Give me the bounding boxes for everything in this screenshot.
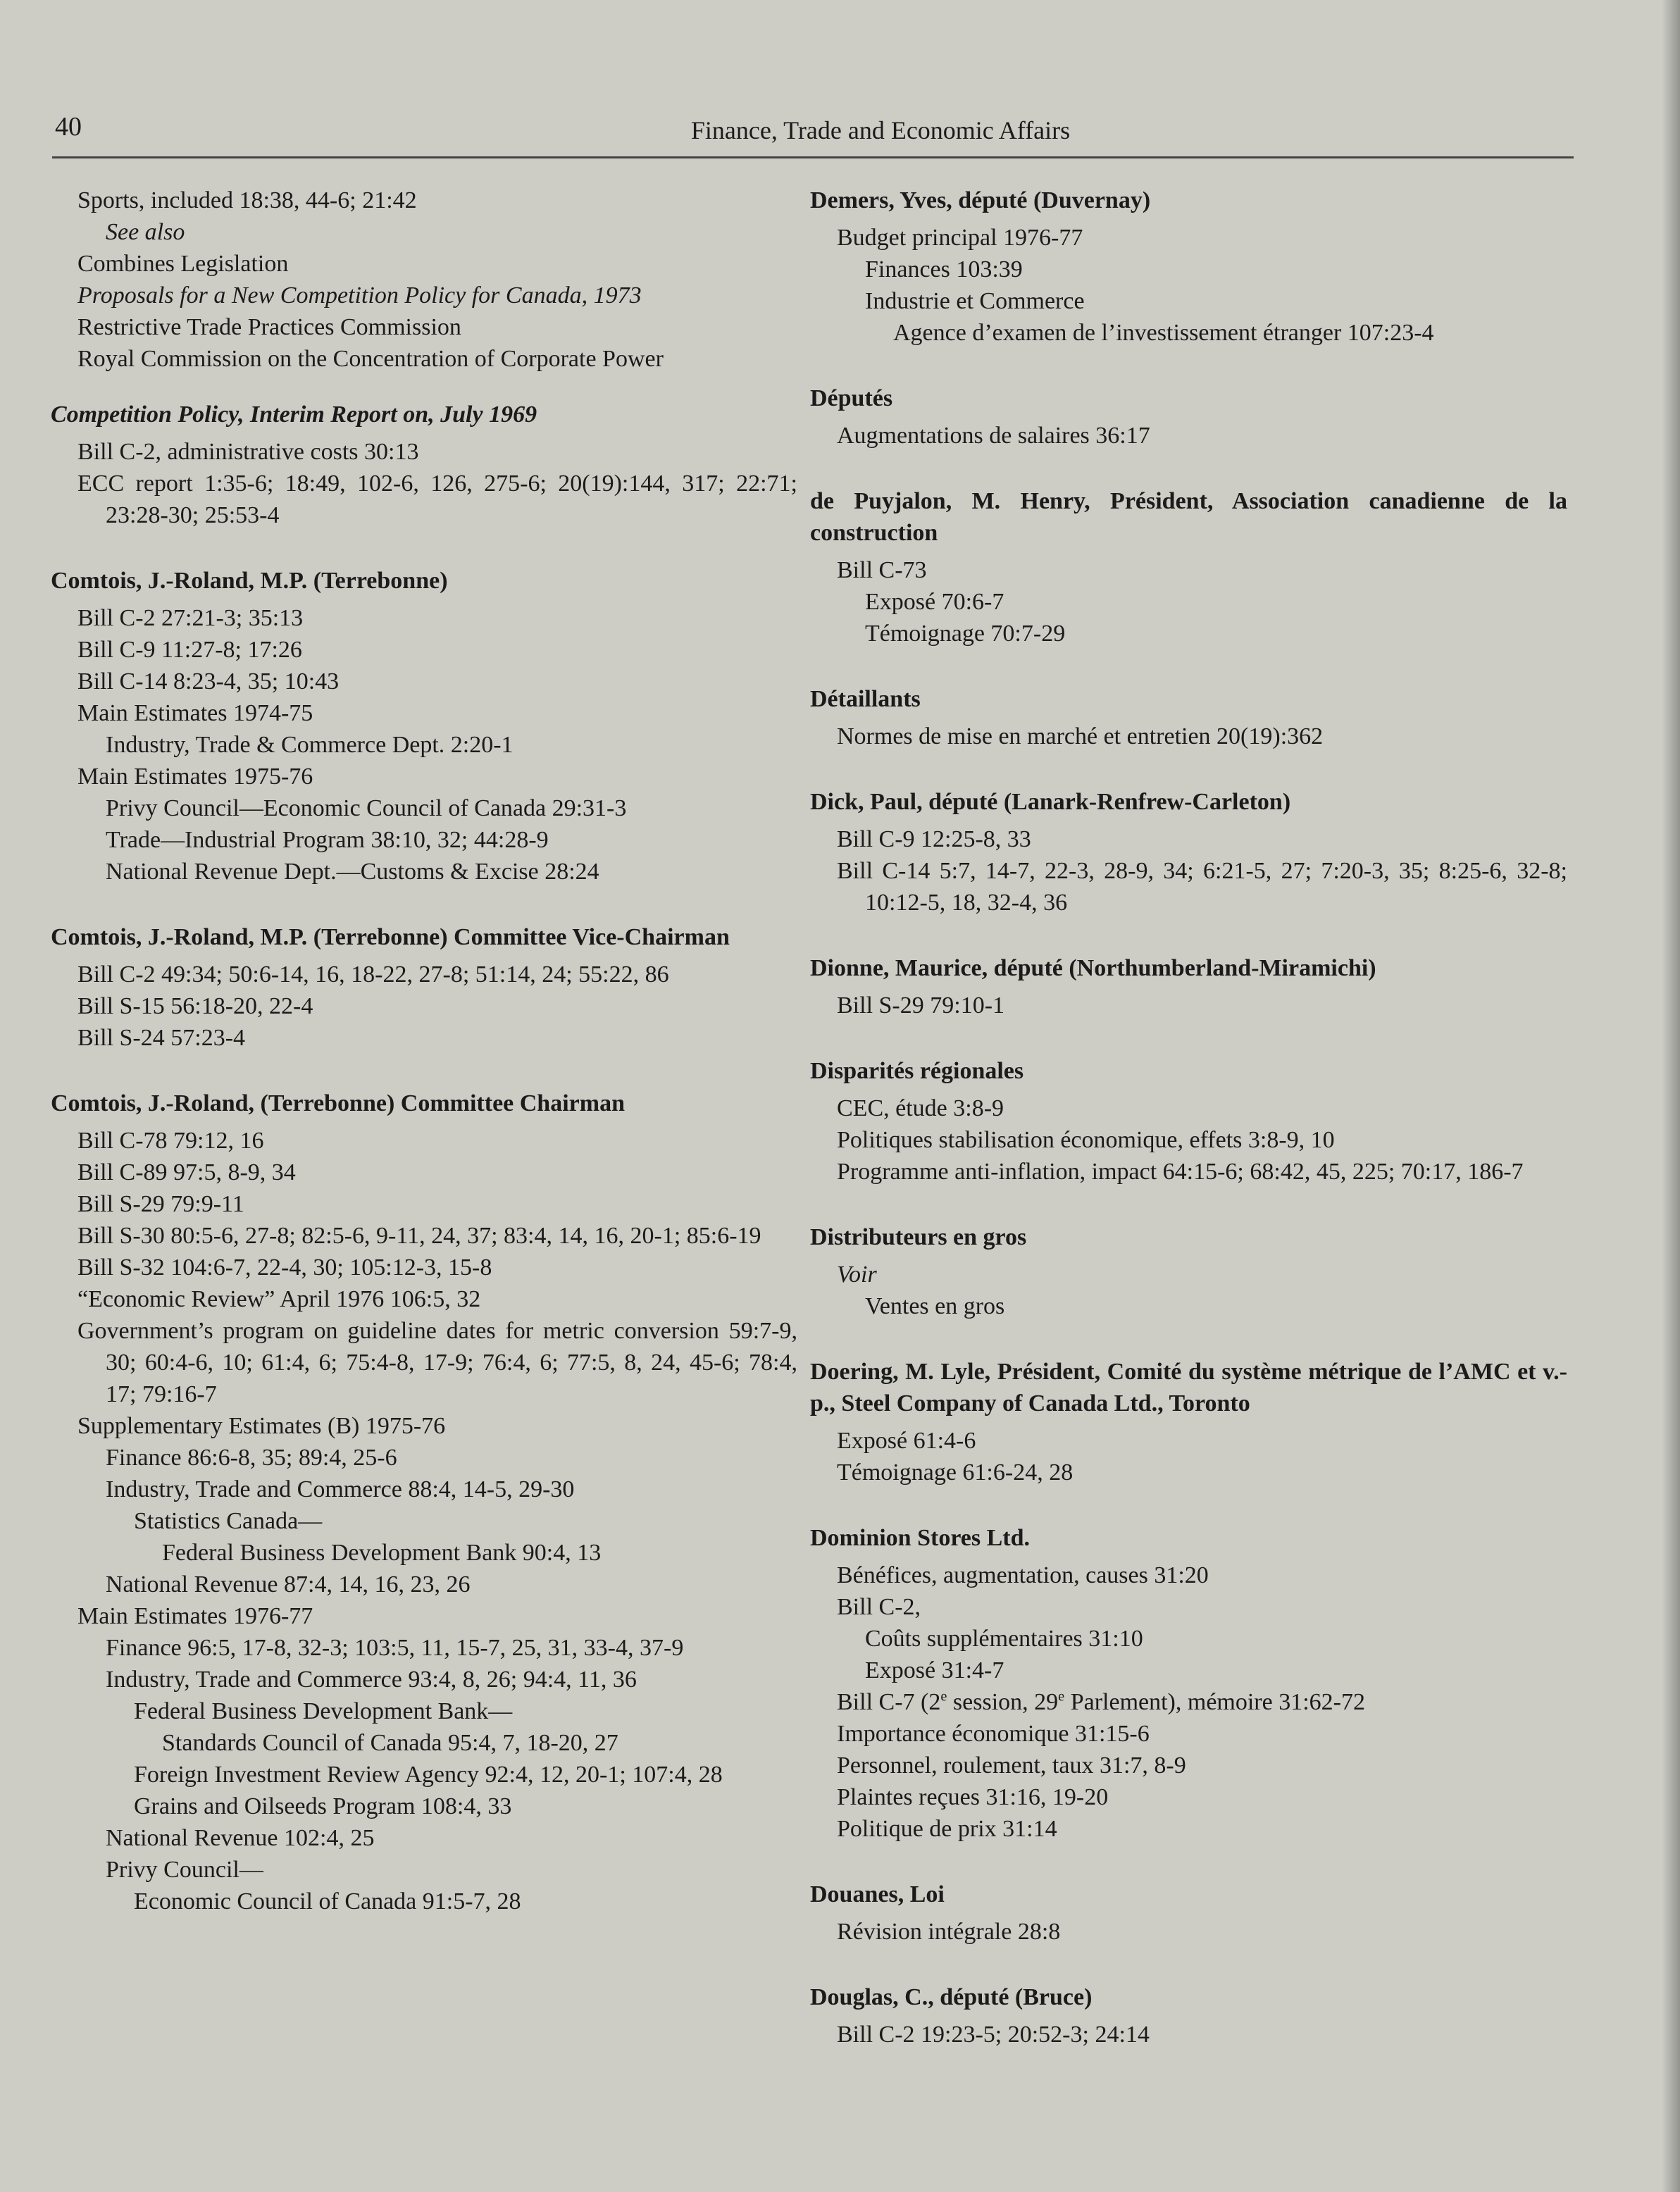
index-line	[810, 1686, 1567, 1718]
index-line: Politique de prix 31:14	[837, 1816, 1057, 1842]
index-line: Importance économique 31:15-6	[837, 1721, 1150, 1747]
cross-ref: Proposals for a New Competition Policy for Canada, 1973	[77, 282, 642, 309]
index-line: Augmentations de salaires 36:17	[837, 423, 1150, 449]
entry-deputes	[810, 382, 1567, 452]
index-line: Bill C-78 79:12, 16	[77, 1128, 264, 1154]
entry-heading: Comtois, J.-Roland, M.P. (Terrebonne) Committee Vice-Chairman	[51, 924, 730, 950]
see-also-label: See also	[106, 219, 185, 245]
index-line: Exposé 61:4-6	[837, 1428, 976, 1454]
superscript: e	[940, 1688, 947, 1705]
entry-douglas	[810, 1981, 1567, 2050]
index-line: Bill C-2, administrative costs 30:13	[77, 439, 419, 465]
index-line: Bill S-15 56:18-20, 22-4	[77, 993, 313, 1019]
entry-heading: de Puyjalon, M. Henry, Président, Association canadienne de la construction	[810, 488, 1567, 546]
index-line: Privy Council—Economic Council of Canada 29:31-3	[106, 795, 627, 821]
entry-heading: Députés	[810, 385, 893, 411]
index-line: Finance 86:6-8, 35; 89:4, 25-6	[106, 1445, 397, 1471]
index-line: Standards Council of Canada 95:4, 7, 18-20, 27	[162, 1730, 618, 1756]
index-line: Privy Council—	[106, 1857, 263, 1883]
index-line: Bill C-9 11:27-8; 17:26	[77, 637, 302, 663]
index-line: Government’s program on guideline dates for metric conversion 59:7-9, 30; 60:4-6, 10; 61:4, 6; 75:4-8, 17-9; 76:4, 6; 77:5, 8, 24, 45-6; 78:4, 17; 79:16-7	[77, 1318, 797, 1407]
index-line: Témoignage 70:7-29	[865, 621, 1066, 647]
index-line: Bill C-2 49:34; 50:6-14, 16, 18-22, 27-8; 51:14, 24; 55:22, 86	[77, 961, 669, 988]
index-line: Foreign Investment Review Agency 92:4, 12, 20-1; 107:4, 28	[134, 1762, 723, 1788]
index-line: Témoignage 61:6-24, 28	[837, 1459, 1074, 1486]
index-line: Normes de mise en marché et entretien 20(19):362	[837, 723, 1324, 749]
index-line: Supplementary Estimates (B) 1975-76	[77, 1413, 446, 1439]
entry-dick	[810, 786, 1567, 918]
index-line: Industry, Trade & Commerce Dept. 2:20-1	[106, 732, 514, 758]
entry-heading: Détaillants	[810, 686, 921, 712]
index-line: National Revenue Dept.—Customs & Excise 28:24	[106, 859, 599, 885]
running-title: Finance, Trade and Economic Affairs	[690, 116, 1071, 144]
text-segment: Parlement), mémoire 31:62-72	[1064, 1689, 1365, 1715]
index-line: Trade—Industrial Program 38:10, 32; 44:28-9	[106, 827, 549, 853]
index-line: Industrie et Commerce	[865, 288, 1085, 314]
index-line: Sports, included 18:38, 44-6; 21:42	[77, 187, 417, 213]
entry-heading: Dionne, Maurice, député (Northumberland-Miramichi)	[810, 955, 1376, 981]
index-line: Bill S-30 80:5-6, 27-8; 82:5-6, 9-11, 24, 37; 83:4, 14, 16, 20-1; 85:6-19	[77, 1223, 761, 1249]
index-line: Bénéfices, augmentation, causes 31:20	[837, 1562, 1209, 1588]
index-line: Main Estimates 1975-76	[77, 764, 313, 790]
index-line: Politiques stabilisation économique, effets 3:8-9, 10	[837, 1127, 1335, 1153]
index-line: Bill S-29 79:10-1	[837, 992, 1005, 1019]
index-line: Exposé 70:6-7	[865, 589, 1004, 615]
index-line: Finance 96:5, 17-8, 32-3; 103:5, 11, 15-7, 25, 31, 33-4, 37-9	[106, 1635, 684, 1661]
cross-ref: Combines Legislation	[77, 251, 289, 277]
entry-competition-policy	[51, 399, 797, 531]
index-line: Main Estimates 1976-77	[77, 1603, 313, 1629]
index-line: Bill C-9 12:25-8, 33	[837, 826, 1031, 852]
index-line: Personnel, roulement, taux 31:7, 8-9	[837, 1752, 1186, 1779]
header-rule	[52, 156, 1574, 158]
entry-detaillants	[810, 683, 1567, 752]
index-line: National Revenue 102:4, 25	[106, 1825, 375, 1851]
entry-heading: Competition Policy, Interim Report on, July 1969	[51, 401, 537, 428]
index-line: Révision intégrale 28:8	[837, 1919, 1061, 1945]
cross-ref: Royal Commission on the Concentration of Corporate Power	[77, 346, 664, 372]
index-line: Federal Business Development Bank—	[134, 1698, 513, 1724]
index-line: Coûts supplémentaires 31:10	[865, 1626, 1143, 1652]
entry-heading: Dominion Stores Ltd.	[810, 1525, 1031, 1551]
page-edge-shadow	[1662, 0, 1680, 2192]
index-line: Industry, Trade and Commerce 88:4, 14-5, 29-30	[106, 1476, 575, 1502]
entry-comtois-chairman	[51, 1088, 797, 1917]
index-line: National Revenue 87:4, 14, 16, 23, 26	[106, 1571, 471, 1598]
entry-de-puyjalon	[810, 485, 1567, 649]
entry-dominion-stores	[810, 1522, 1567, 1845]
index-line: Federal Business Development Bank 90:4, 13	[162, 1540, 602, 1566]
right-column	[810, 185, 1567, 2050]
index-line: Agence d’examen de l’investissement étranger 107:23-4	[893, 320, 1434, 346]
index-line: Economic Council of Canada 91:5-7, 28	[134, 1888, 521, 1914]
index-line: Programme anti-inflation, impact 64:15-6; 68:42, 45, 225; 70:17, 186-7	[837, 1159, 1524, 1185]
entry-sports	[51, 185, 797, 375]
index-line: Finances 103:39	[865, 256, 1023, 282]
index-line: “Economic Review” April 1976 106:5, 32	[77, 1286, 481, 1312]
index-line: Bill C-73	[837, 557, 927, 583]
left-column	[51, 185, 797, 1917]
entry-heading: Distributeurs en gros	[810, 1224, 1027, 1250]
index-line: Bill C-2,	[837, 1594, 921, 1620]
entry-dionne	[810, 952, 1567, 1021]
index-line: Statistics Canada—	[134, 1508, 323, 1534]
index-line: Bill S-29 79:9-11	[77, 1191, 244, 1217]
entry-douanes	[810, 1879, 1567, 1948]
index-line: Bill C-14 8:23-4, 35; 10:43	[77, 668, 340, 695]
entry-heading: Douglas, C., député (Bruce)	[810, 1984, 1093, 2010]
index-line: CEC, étude 3:8-9	[837, 1095, 1004, 1121]
cross-ref: Ventes en gros	[865, 1293, 1005, 1319]
index-line: Bill C-14 5:7, 14-7, 22-3, 28-9, 34; 6:21-5, 27; 7:20-3, 35; 8:25-6, 32-8; 10:12-5, 18, 32-4, 36	[837, 858, 1567, 916]
entry-heading: Doering, M. Lyle, Président, Comité du système métrique de l’AMC et v.-p., Steel Company of Canada Ltd., Toronto	[810, 1359, 1567, 1416]
entry-heading: Disparités régionales	[810, 1058, 1024, 1084]
entry-comtois-mp	[51, 565, 797, 888]
index-line: Bill S-24 57:23-4	[77, 1025, 246, 1051]
index-line: Budget principal 1976-77	[837, 225, 1083, 251]
entry-heading: Comtois, J.-Roland, M.P. (Terrebonne)	[51, 568, 448, 594]
entry-heading: Douanes, Loi	[810, 1881, 945, 1907]
superscript: e	[1058, 1688, 1065, 1705]
cross-ref: Restrictive Trade Practices Commission	[77, 314, 461, 340]
entry-distributeurs	[810, 1221, 1567, 1322]
entry-disparites	[810, 1055, 1567, 1188]
index-line: Exposé 31:4-7	[865, 1657, 1004, 1683]
index-line: Bill C-2 27:21-3; 35:13	[77, 605, 304, 631]
text-segment: Bill C-7 (2	[837, 1689, 941, 1715]
index-line: ECC report 1:35-6; 18:49, 102-6, 126, 275-6; 20(19):144, 317; 22:71; 23:28-30; 25:53-4	[77, 471, 797, 528]
text-segment: session, 29	[947, 1689, 1059, 1715]
index-line: Plaintes reçues 31:16, 19-20	[837, 1784, 1109, 1810]
entry-heading: Dick, Paul, député (Lanark-Renfrew-Carleton)	[810, 789, 1291, 815]
entry-heading: Demers, Yves, député (Duvernay)	[810, 187, 1151, 213]
index-line: Bill S-32 104:6-7, 22-4, 30; 105:12-3, 15-8	[77, 1254, 492, 1281]
index-line: Industry, Trade and Commerce 93:4, 8, 26; 94:4, 11, 36	[106, 1667, 637, 1693]
entry-doering	[810, 1356, 1567, 1488]
entry-comtois-vice-chairman	[51, 921, 797, 1054]
index-line: Bill C-2 19:23-5; 20:52-3; 24:14	[837, 2022, 1150, 2048]
voir-label: Voir	[837, 1262, 877, 1288]
entry-demers	[810, 185, 1567, 349]
page-number: 40	[55, 112, 82, 142]
index-line: Bill C-89 97:5, 8-9, 34	[77, 1159, 296, 1185]
index-line: Main Estimates 1974-75	[77, 700, 313, 726]
entry-heading: Comtois, J.-Roland, (Terrebonne) Committee Chairman	[51, 1090, 625, 1116]
index-line: Grains and Oilseeds Program 108:4, 33	[134, 1793, 512, 1819]
